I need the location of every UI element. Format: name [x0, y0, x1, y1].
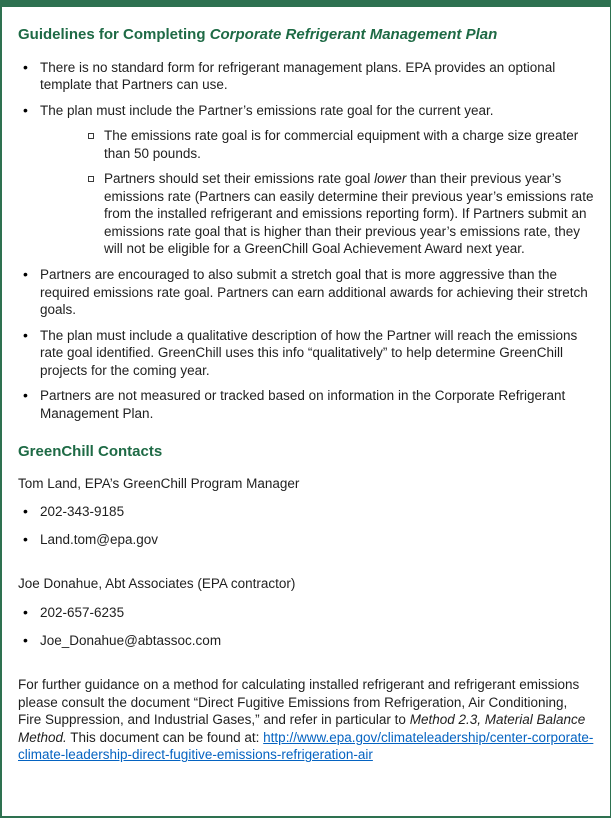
page-title — [18, 25, 594, 45]
contact-phone-text: 202-343-9185 — [40, 504, 125, 520]
contact-phone-text: 202-657-6235 — [40, 605, 125, 621]
contact-phone — [18, 604, 594, 622]
footer-text-italic: Method 2.3, Material Balance Method. — [18, 712, 586, 745]
contact-email-text: Joe_Donahue@abtassoc.com — [40, 632, 222, 648]
list-item — [18, 266, 594, 319]
list-item-text: The plan must include the Partner’s emissions rate goal for the current year. — [40, 102, 494, 118]
list-item-text: Partners are encouraged to also submit a stretch goal that is more aggressive than the required emissions rate goal. Partners can earn additional awards for achieving their stretch goals. — [40, 266, 588, 318]
contact-name-joe-donahue: Joe Donahue, Abt Associates (EPA contractor) — [18, 576, 296, 592]
list-item — [18, 59, 594, 94]
sub-list — [40, 127, 594, 258]
contact-phone — [18, 503, 594, 521]
contact-email — [18, 531, 594, 549]
sub-list-item-text-post: than their previous year’s emissions rate (Partners can easily determine their previous year’s emissions rate from the installed refrigerant and emissions reporting form). If Partners submit an emissions rate goal that is higher than their previous year’s emissions rate, they will not be eligible for a GreenChill Goal Achievement Award next year. — [104, 171, 594, 257]
guidelines-list — [18, 59, 594, 423]
guidance-document-link[interactable]: http://www.epa.gov/climateleadership/center-corporate-climate-leadership-direct-fugitive-emissions-refrigeration-air — [18, 729, 594, 763]
page-title-text: Guidelines for Completing — [18, 26, 210, 43]
list-item-text: There is no standard form for refrigerant management plans. EPA provides an optional template that Partners can use. — [40, 59, 556, 93]
list-item — [18, 102, 594, 258]
contact-name-tom-land: Tom Land, EPA’s GreenChill Program Manager — [18, 475, 300, 491]
contact-email-text: Land.tom@epa.gov — [40, 531, 159, 547]
list-item-text: Partners are not measured or tracked based on information in the Corporate Refrigerant Management Plan. — [40, 388, 566, 421]
list-item — [18, 327, 594, 380]
contact-list-joe-donahue — [18, 604, 594, 649]
list-item-text: The plan must include a qualitative description of how the Partner will reach the emissions rate goal identified. GreenChill uses this info “qualitatively” to help determine GreenChill projects for the coming year. — [40, 327, 578, 378]
sub-list-item-text-italic: lower — [374, 171, 407, 187]
sub-list-item-text-pre: Partners should set their emissions rate goal — [104, 171, 375, 187]
footer-paragraph — [18, 676, 594, 764]
page-title-italic: Corporate Refrigerant Management Plan — [209, 26, 498, 43]
contact-list-tom-land — [18, 503, 594, 548]
sub-list-item-text: The emissions rate goal is for commercial equipment with a charge size greater than 50 pounds. — [104, 128, 579, 161]
footer-text-pre: For further guidance on a method for calculating installed refrigerant and refrigerant emissions please consult the document “Direct Fugitive Emissions from Refrigeration, Air Conditioning, Fire Suppression, and Industrial Gases,” and refer in particular to — [18, 677, 580, 728]
footer-text-mid: This document can be found at: — [66, 729, 264, 745]
list-item — [18, 387, 594, 422]
sub-list-item — [40, 127, 594, 162]
sub-list-item — [40, 170, 594, 258]
contacts-heading: GreenChill Contacts — [18, 443, 163, 461]
contact-email — [18, 632, 594, 650]
